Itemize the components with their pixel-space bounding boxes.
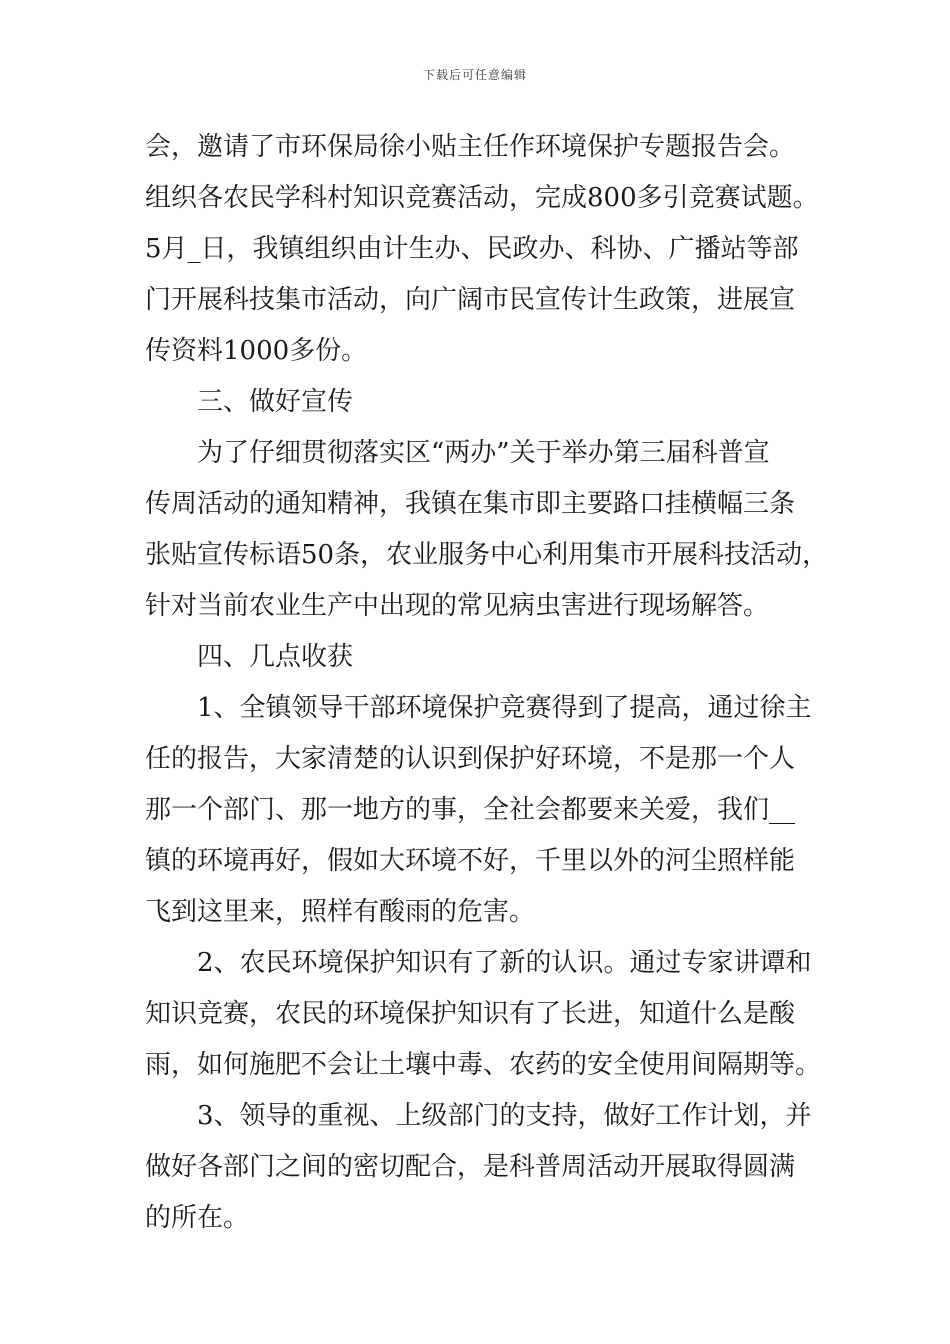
body-line: 为了仔细贯彻落实区“两办”关于举办第三届科普宣: [197, 438, 770, 468]
header-note: 下载后可任意编辑: [422, 68, 527, 82]
body-line: 针对当前农业生产中出现的常见病虫害进行现场解答。: [145, 591, 770, 621]
body-line: 那一个部门、那一地方的事，全社会都要来关爱，我们__: [145, 795, 796, 825]
document-body: [145, 122, 829, 1244]
body-line: 任的报告，大家清楚的认识到保护好环境，不是那一个人: [145, 744, 796, 774]
body-line: 知识竞赛，农民的环境保护知识有了长进，知道什么是酸: [145, 999, 796, 1029]
body-line: 做好各部门之间的密切配合，是科普周活动开展取得圆满: [145, 1152, 796, 1182]
body-line: 组织各农民学科村知识竞赛活动，完成800多引竞赛试题。: [145, 183, 819, 213]
body-line: 门开展科技集市活动，向广阔市民宣传计生政策，进展宣: [145, 285, 796, 315]
body-line: 3、领导的重视、上级部门的支持，做好工作计划，并: [197, 1101, 812, 1131]
body-line: 飞到这里来，照样有酸雨的危害。: [145, 897, 536, 927]
body-line: 传周活动的通知精神，我镇在集市即主要路口挂横幅三条: [145, 489, 796, 519]
body-line: 的所在。: [145, 1203, 250, 1233]
body-line: 传资料1000多份。: [145, 336, 368, 366]
body-line: 5月_日，我镇组织由计生办、民政办、科协、广播站等部: [145, 234, 799, 264]
section-heading-3: 三、做好宣传: [197, 387, 354, 417]
body-line: 2、农民环境保护知识有了新的认识。通过专家讲谭和: [197, 948, 812, 978]
body-line: 1、全镇领导干部环境保护竞赛得到了提高，通过徐主: [197, 693, 812, 723]
body-line: 张贴宣传标语50条，农业服务中心利用集市开展科技活动，: [145, 540, 829, 570]
body-line: 雨，如何施肥不会让土壤中毒、农药的安全使用间隔期等。: [145, 1050, 822, 1080]
section-heading-4: 四、几点收获: [197, 642, 354, 672]
body-line: 会，邀请了市环保局徐小贴主任作环境保护专题报告会。: [145, 132, 796, 162]
body-line: 镇的环境再好，假如大环境不好，千里以外的河尘照样能: [145, 846, 796, 876]
